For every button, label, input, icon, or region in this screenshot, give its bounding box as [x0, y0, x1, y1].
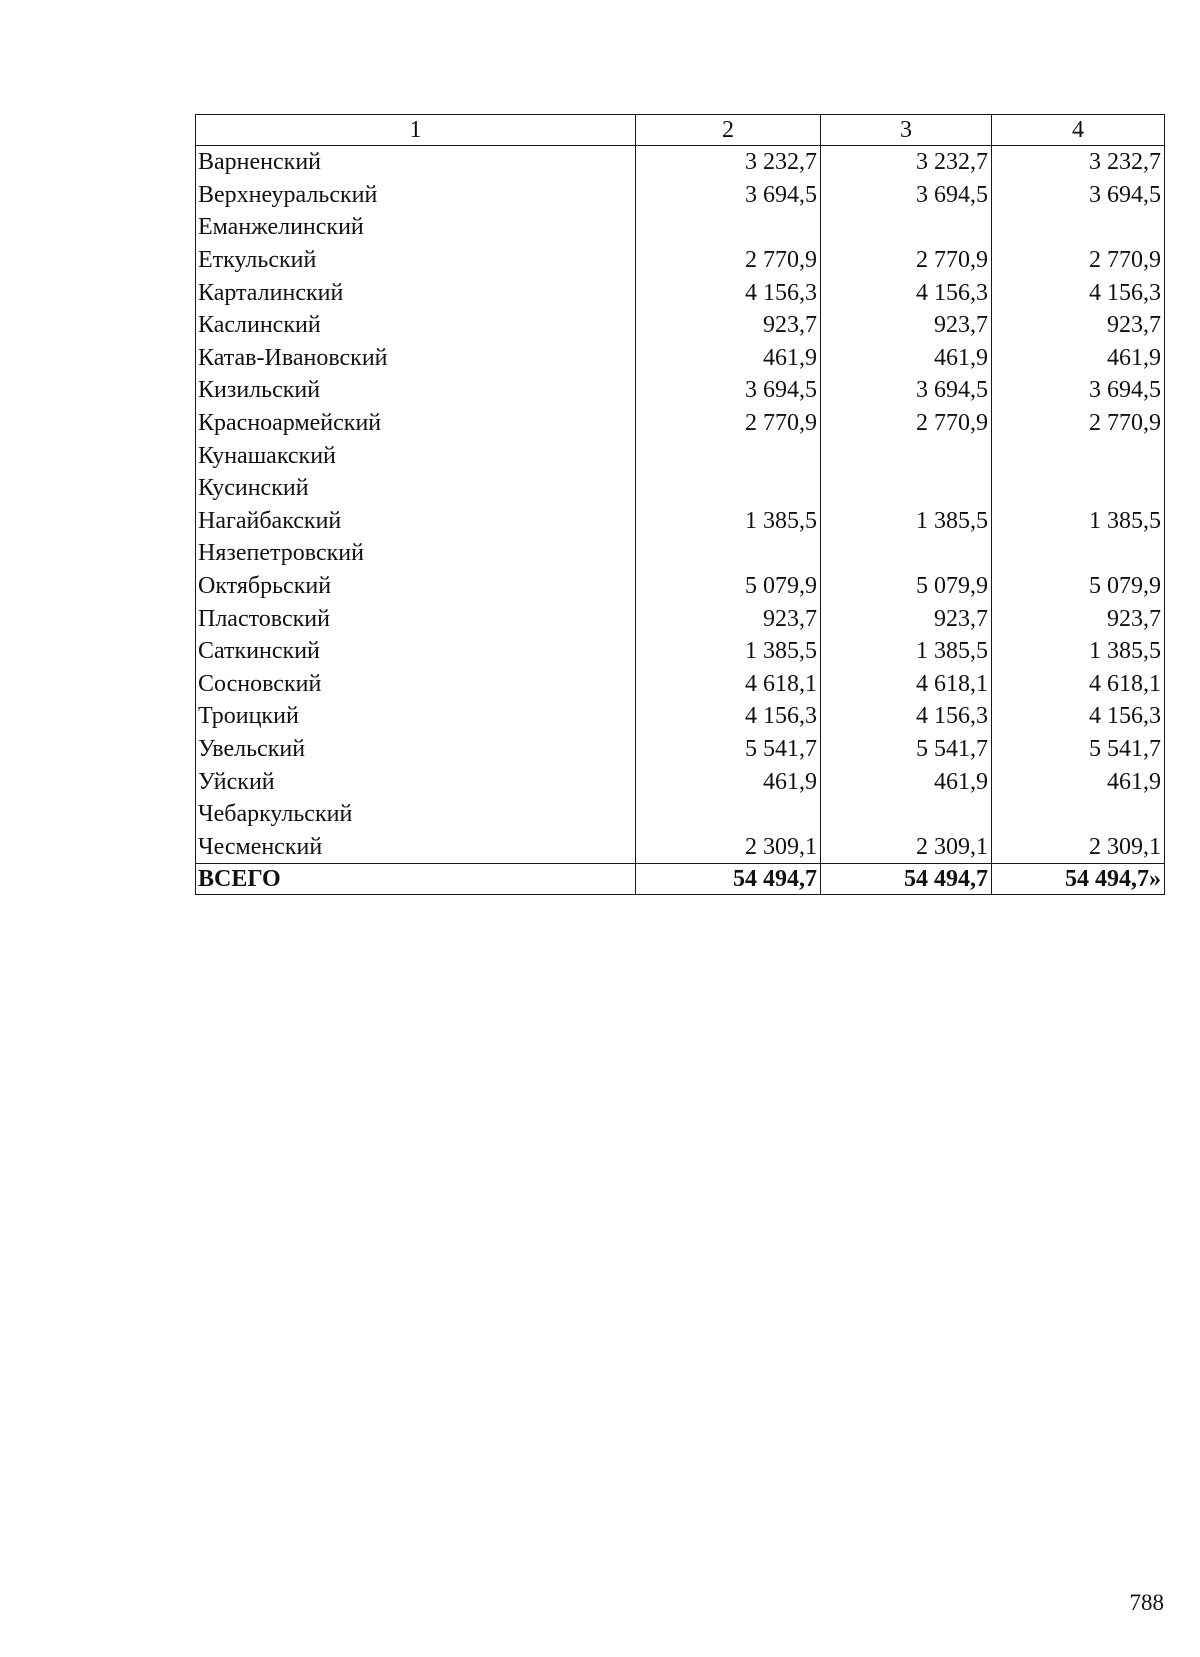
district-name: Красноармейский: [196, 407, 636, 440]
value-col-4: 3 694,5: [992, 374, 1165, 407]
total-row: [196, 864, 1165, 895]
table-row: [196, 276, 1165, 309]
value-col-2: 923,7: [636, 602, 821, 635]
value-col-3: 2 770,9: [821, 407, 992, 440]
value-col-4: 5 079,9: [992, 570, 1165, 603]
column-header-1: 1: [196, 115, 636, 146]
value-col-4: 923,7: [992, 309, 1165, 342]
district-name: Саткинский: [196, 635, 636, 668]
district-name: Октябрьский: [196, 570, 636, 603]
table-row: [196, 146, 1165, 179]
value-col-2: 1 385,5: [636, 635, 821, 668]
value-col-2: 2 770,9: [636, 407, 821, 440]
column-header-3: 3: [821, 115, 992, 146]
value-col-4: 1 385,5: [992, 635, 1165, 668]
column-header-2: 2: [636, 115, 821, 146]
page-number: 788: [1129, 1590, 1164, 1615]
table-row: [196, 505, 1165, 538]
district-name: Троицкий: [196, 700, 636, 733]
value-col-3: [821, 472, 992, 505]
value-col-3: [821, 439, 992, 472]
district-name: Еткульский: [196, 244, 636, 277]
district-name: Каслинский: [196, 309, 636, 342]
district-name: Пластовский: [196, 602, 636, 635]
value-col-4: [992, 472, 1165, 505]
value-col-3: 3 232,7: [821, 146, 992, 179]
value-col-2: 4 156,3: [636, 700, 821, 733]
value-col-4: [992, 798, 1165, 831]
value-col-4: 3 694,5: [992, 179, 1165, 212]
value-col-3: 923,7: [821, 602, 992, 635]
table-row: [196, 570, 1165, 603]
table-row: [196, 342, 1165, 375]
column-header-4: 4: [992, 115, 1165, 146]
table-row: [196, 635, 1165, 668]
value-col-3: 4 156,3: [821, 276, 992, 309]
total-col-2: 54 494,7: [636, 864, 821, 895]
value-col-3: 5 079,9: [821, 570, 992, 603]
table-row: [196, 244, 1165, 277]
district-name: Сосновский: [196, 668, 636, 701]
value-col-4: 1 385,5: [992, 505, 1165, 538]
value-col-2: 3 232,7: [636, 146, 821, 179]
district-name: Нагайбакский: [196, 505, 636, 538]
district-name: Еманжелинский: [196, 211, 636, 244]
value-col-3: 461,9: [821, 342, 992, 375]
table-row: [196, 537, 1165, 570]
value-col-3: [821, 537, 992, 570]
value-col-2: [636, 472, 821, 505]
table-row: [196, 830, 1165, 863]
value-col-2: 4 618,1: [636, 668, 821, 701]
district-name: Кунашакский: [196, 439, 636, 472]
table-header: [196, 115, 1165, 146]
value-col-3: 4 156,3: [821, 700, 992, 733]
table-row: [196, 733, 1165, 766]
header-row: [196, 115, 1165, 146]
value-col-4: 2 770,9: [992, 244, 1165, 277]
value-col-3: [821, 798, 992, 831]
value-col-4: 461,9: [992, 765, 1165, 798]
value-col-3: 2 309,1: [821, 830, 992, 863]
total-col-4: 54 494,7»: [992, 864, 1165, 895]
district-name: Верхнеуральский: [196, 179, 636, 212]
value-col-3: 4 618,1: [821, 668, 992, 701]
value-col-2: 3 694,5: [636, 179, 821, 212]
value-col-4: 461,9: [992, 342, 1165, 375]
district-name: Катав-Ивановский: [196, 342, 636, 375]
district-name: Чесменский: [196, 830, 636, 863]
value-col-2: 923,7: [636, 309, 821, 342]
value-col-4: 4 156,3: [992, 276, 1165, 309]
district-name: Карталинский: [196, 276, 636, 309]
value-col-4: 2 309,1: [992, 830, 1165, 863]
value-col-4: 5 541,7: [992, 733, 1165, 766]
value-col-4: 2 770,9: [992, 407, 1165, 440]
table-row: [196, 798, 1165, 831]
table-row: [196, 668, 1165, 701]
district-name: Нязепетровский: [196, 537, 636, 570]
table-row: [196, 179, 1165, 212]
table-row: [196, 439, 1165, 472]
table-row: [196, 602, 1165, 635]
table-row: [196, 765, 1165, 798]
value-col-3: [821, 211, 992, 244]
value-col-3: 5 541,7: [821, 733, 992, 766]
value-col-4: 4 156,3: [992, 700, 1165, 733]
value-col-2: 4 156,3: [636, 276, 821, 309]
value-col-3: 1 385,5: [821, 505, 992, 538]
table-body: [196, 146, 1165, 895]
table-row: [196, 309, 1165, 342]
table-row: [196, 700, 1165, 733]
value-col-2: 2 770,9: [636, 244, 821, 277]
value-col-2: 5 079,9: [636, 570, 821, 603]
value-col-2: [636, 439, 821, 472]
district-name: Варненский: [196, 146, 636, 179]
district-name: Уйский: [196, 765, 636, 798]
table-row: [196, 374, 1165, 407]
value-col-3: 1 385,5: [821, 635, 992, 668]
value-col-2: 5 541,7: [636, 733, 821, 766]
value-col-2: 461,9: [636, 342, 821, 375]
value-col-2: 461,9: [636, 765, 821, 798]
allocation-table: [195, 114, 1165, 895]
value-col-2: [636, 798, 821, 831]
value-col-3: 923,7: [821, 309, 992, 342]
district-name: Кусинский: [196, 472, 636, 505]
value-col-2: 2 309,1: [636, 830, 821, 863]
value-col-4: 923,7: [992, 602, 1165, 635]
value-col-4: 3 232,7: [992, 146, 1165, 179]
table-row: [196, 407, 1165, 440]
value-col-2: [636, 537, 821, 570]
district-name: Увельский: [196, 733, 636, 766]
table-row: [196, 211, 1165, 244]
value-col-3: 3 694,5: [821, 179, 992, 212]
value-col-3: 461,9: [821, 765, 992, 798]
value-col-4: [992, 537, 1165, 570]
value-col-4: [992, 439, 1165, 472]
district-name: Кизильский: [196, 374, 636, 407]
total-label: ВСЕГО: [196, 864, 636, 895]
value-col-3: 3 694,5: [821, 374, 992, 407]
value-col-4: [992, 211, 1165, 244]
value-col-4: 4 618,1: [992, 668, 1165, 701]
value-col-2: 1 385,5: [636, 505, 821, 538]
district-name: Чебаркульский: [196, 798, 636, 831]
value-col-2: [636, 211, 821, 244]
value-col-3: 2 770,9: [821, 244, 992, 277]
table-row: [196, 472, 1165, 505]
total-col-3: 54 494,7: [821, 864, 992, 895]
value-col-2: 3 694,5: [636, 374, 821, 407]
